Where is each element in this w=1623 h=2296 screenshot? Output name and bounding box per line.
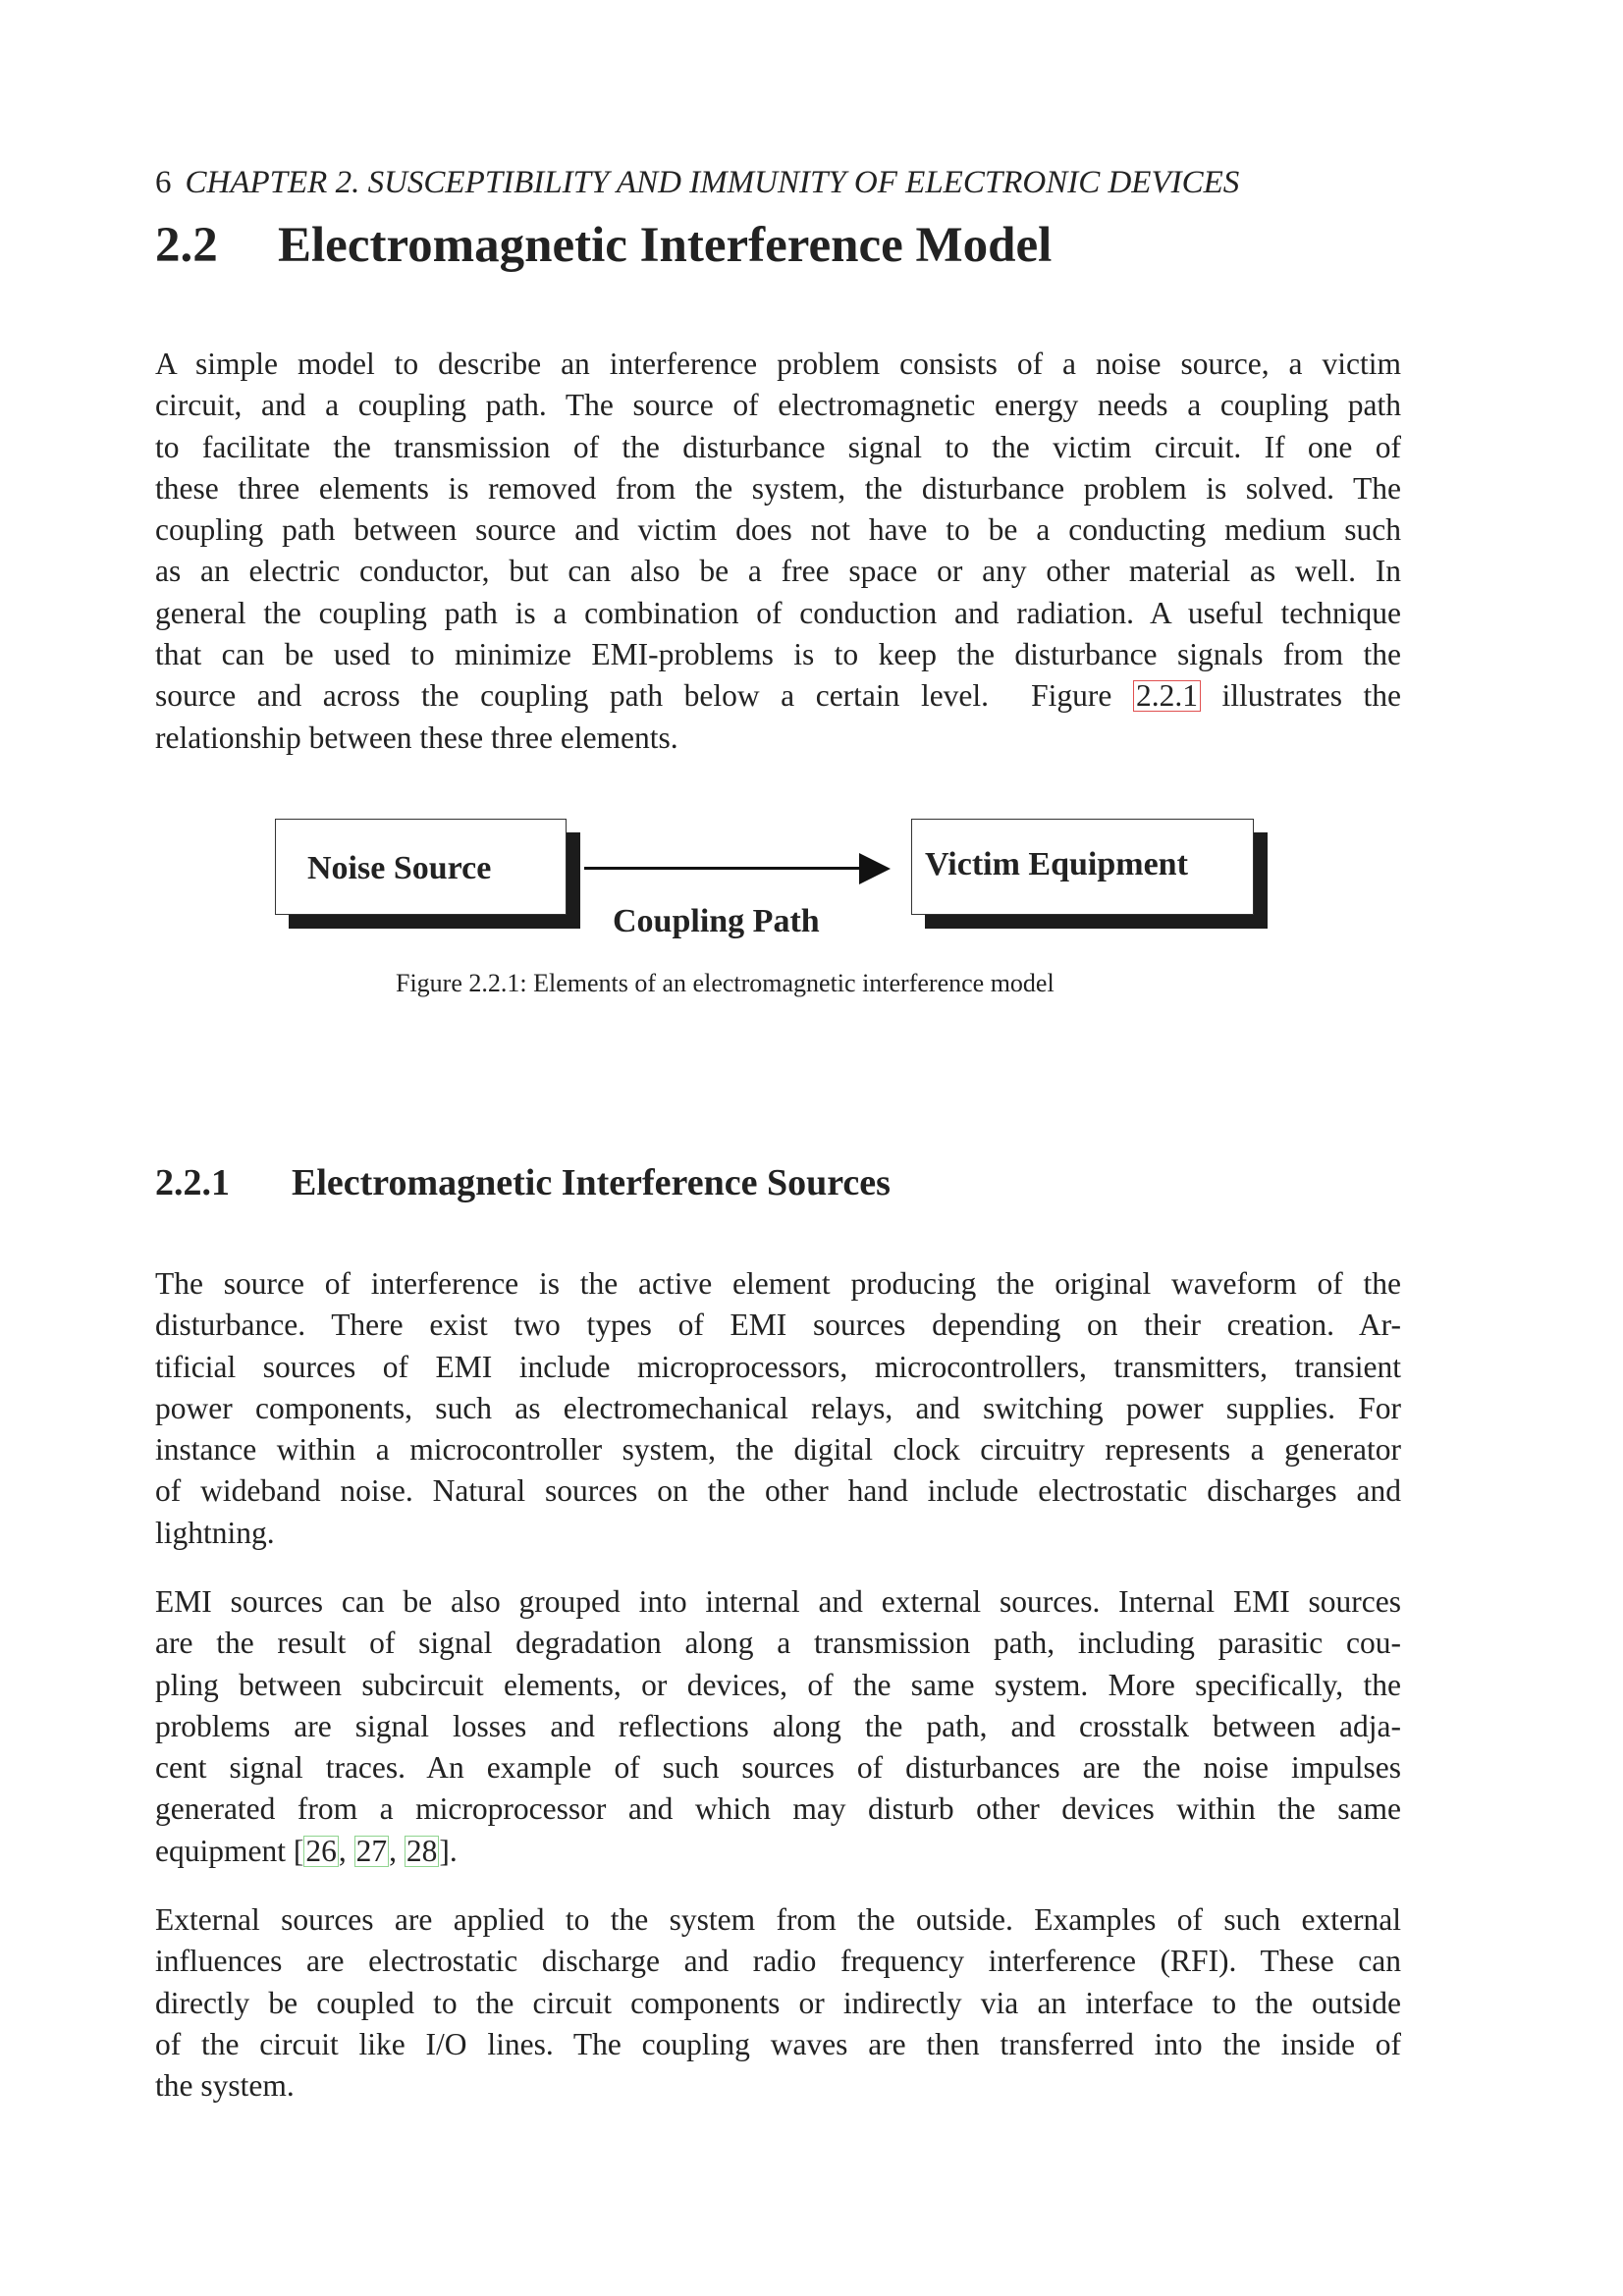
- text-line: coupling path between source and victim does not have to be a conducting medium such: [155, 512, 1401, 548]
- text-line: these three elements is removed from the system, the disturbance problem is solved. The: [155, 470, 1401, 506]
- subsection-title: Electromagnetic Interference Sources: [292, 1162, 891, 1203]
- text-line: the system.: [155, 2068, 295, 2104]
- coupling-path-label: Coupling Path: [613, 903, 820, 939]
- text-fragment: equipment [: [155, 1833, 304, 1868]
- text-line: circuit, and a coupling path. The source of electromagnetic energy needs a coupling path: [155, 388, 1401, 423]
- text-line: cent signal traces. An example of such sources of disturbances are the noise impulses: [155, 1750, 1401, 1786]
- text-line: general the coupling path is a combination of conduction and radiation. A useful technique: [155, 595, 1401, 630]
- figure-caption: Figure 2.2.1: Elements of an electromagnetic interference model: [396, 969, 1055, 997]
- subsection-heading: [155, 1160, 891, 1205]
- subsection-number: 2.2.1: [155, 1162, 230, 1203]
- text-line: instance within a microcontroller system, the digital clock circuitry represents a generator: [155, 1432, 1401, 1468]
- citation-link[interactable]: 26: [305, 1833, 337, 1868]
- citation-link[interactable]: 27: [355, 1833, 388, 1868]
- noise-source-box: [275, 819, 567, 915]
- text-line: EMI sources can be also grouped into internal and external sources. Internal EMI sources: [155, 1584, 1401, 1619]
- text-line: influences are electrostatic discharge and radio frequency interference (RFI). These can: [155, 1944, 1401, 1979]
- internal-external-paragraph: [155, 1581, 1401, 1872]
- text-line: lightning.: [155, 1515, 275, 1550]
- text-line: generated from a microprocessor and which may disturb other devices within the same: [155, 1791, 1401, 1827]
- victim-equipment-label: Victim Equipment: [925, 846, 1188, 882]
- victim-equipment-box: [911, 819, 1254, 915]
- emi-model-figure: [0, 0, 1623, 1041]
- page-number: 6: [155, 165, 172, 200]
- text-fragment: ].: [439, 1833, 458, 1868]
- external-sources-paragraph: [155, 1899, 1401, 2107]
- citation-link[interactable]: 28: [406, 1833, 438, 1868]
- section-number: 2.2: [155, 218, 218, 273]
- text-line: disturbance. There exist two types of EMI sources depending on their creation. Ar-: [155, 1308, 1401, 1343]
- arrow-right-icon: [859, 853, 891, 884]
- text-line: power components, such as electromechanical relays, and switching power supplies. For: [155, 1390, 1401, 1425]
- text-line: are the result of signal degradation along a transmission path, including parasitic cou-: [155, 1626, 1401, 1661]
- sources-paragraph: [155, 1263, 1401, 1554]
- text-line: of the circuit like I/O lines. The coupling waves are then transferred into the inside of: [155, 2026, 1401, 2061]
- section-title: Electromagnetic Interference Model: [278, 218, 1053, 273]
- text-line: problems are signal losses and reflections along the path, and crosstalk between adja-: [155, 1708, 1401, 1743]
- text-fragment: illustrates the: [1200, 678, 1401, 714]
- text-line: tificial sources of EMI include microprocessors, microcontrollers, transmitters, transient: [155, 1349, 1401, 1384]
- text-line: to facilitate the transmission of the disturbance signal to the victim circuit. If one of: [155, 429, 1401, 464]
- text-line: directly be coupled to the circuit components or indirectly via an interface to the outside: [155, 1985, 1401, 2020]
- text-line: The source of interference is the active element producing the original waveform of the: [155, 1266, 1401, 1301]
- text-line: relationship between these three elements.: [155, 720, 678, 755]
- text-fragment: source and across the coupling path below a certain level. Figure: [155, 678, 1133, 714]
- figure-reference-link[interactable]: 2.2.1: [1133, 680, 1201, 712]
- text-line: that can be used to minimize EMI-problems is to keep the disturbance signals from the: [155, 637, 1401, 672]
- text-line: equipment [26, 27, 28].: [155, 1833, 458, 1868]
- text-line: of wideband noise. Natural sources on the other hand include electrostatic discharges and: [155, 1473, 1401, 1509]
- text-line: A simple model to describe an interference problem consists of a noise source, a victim: [155, 347, 1401, 381]
- chapter-title: CHAPTER 2. SUSCEPTIBILITY AND IMMUNITY OF ELECTRONIC DEVICES: [185, 165, 1240, 200]
- text-line: as an electric conductor, but can also be a free space or any other material as well. In: [155, 554, 1401, 589]
- coupling-arrow-line: [584, 867, 861, 870]
- text-line: External sources are applied to the system from the outside. Examples of such external: [155, 1902, 1401, 1937]
- noise-source-label: Noise Source: [307, 850, 492, 886]
- text-line: pling between subcircuit elements, or devices, of the same system. More specifically, the: [155, 1667, 1401, 1702]
